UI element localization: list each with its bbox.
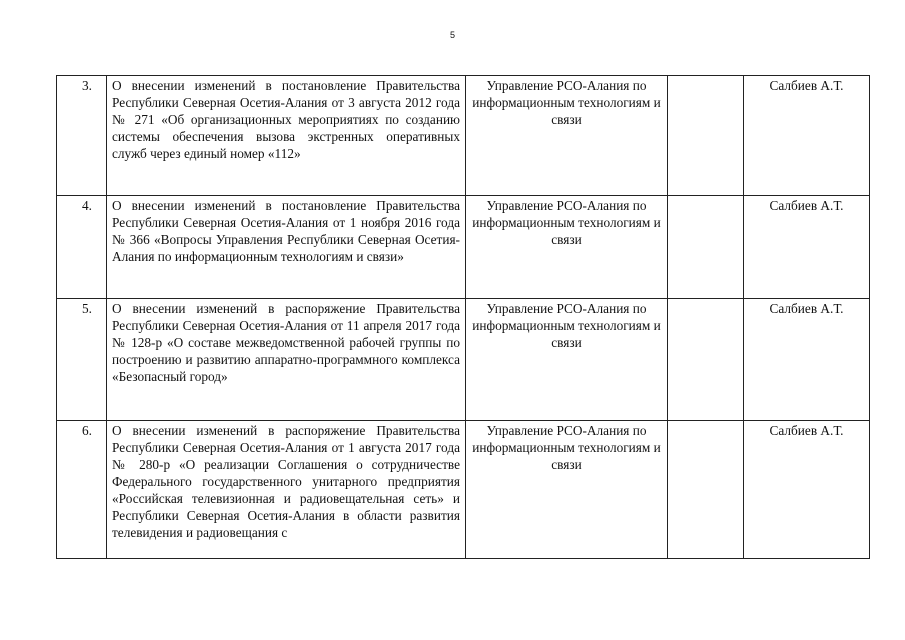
responsible-person: Салбиев А.Т. (744, 196, 870, 299)
responsible-department: Управление РСО-Алания по информационным технологиям и связи (466, 76, 668, 196)
document-title (107, 196, 466, 299)
table-row (57, 196, 870, 299)
responsible-department: Управление РСО-Алания по информационным технологиям и связи (466, 421, 668, 559)
document-title-text: О внесении изменений в распоряжение Правительства Республики Северная Осетия-Алания от 11 апреля 2017 года № 128-р «О составе межведомственной рабочей группы по построению и развитию аппаратно-программного комплекса «Безопасный город» (112, 301, 460, 384)
row-number: 6. (57, 421, 107, 559)
empty-cell (668, 299, 744, 421)
row-number: 3. (57, 76, 107, 196)
document-title-text: О внесении изменений в распоряжение Правительства Республики Северная Осетия-Алания от 1 августа 2017 года № 280-р «О реализации Соглашения о сотрудничестве Федерального государственного унитарного предприятия «Российская телевизионная и радиовещательная сеть» и Республики Северная Осетия-Алания в области развития телевидения и радиовещания с (112, 423, 460, 540)
document-title-text: О внесении изменений в постановление Правительства Республики Северная Осетия-Алания от 3 августа 2012 года № 271 «Об организационных мероприятиях по созданию системы обеспечения вызова экстренных оперативных служб через единый номер «112» (112, 78, 460, 161)
document-title (107, 299, 466, 421)
document-table (56, 75, 870, 559)
document-title (107, 421, 466, 559)
table-row (57, 299, 870, 421)
row-number: 4. (57, 196, 107, 299)
document-title (107, 76, 466, 196)
responsible-department: Управление РСО-Алания по информационным технологиям и связи (466, 196, 668, 299)
responsible-person: Салбиев А.Т. (744, 421, 870, 559)
table-row (57, 421, 870, 559)
document-title-text: О внесении изменений в постановление Правительства Республики Северная Осетия-Алания от 1 ноября 2016 года № 366 «Вопросы Управления Республики Северная Осетия-Алания по информационным технологиям и связи» (112, 198, 460, 264)
empty-cell (668, 76, 744, 196)
empty-cell (668, 421, 744, 559)
responsible-person: Салбиев А.Т. (744, 76, 870, 196)
empty-cell (668, 196, 744, 299)
responsible-department: Управление РСО-Алания по информационным технологиям и связи (466, 299, 668, 421)
table-row (57, 76, 870, 196)
row-number: 5. (57, 299, 107, 421)
responsible-person: Салбиев А.Т. (744, 299, 870, 421)
page-number: 5 (449, 30, 455, 40)
